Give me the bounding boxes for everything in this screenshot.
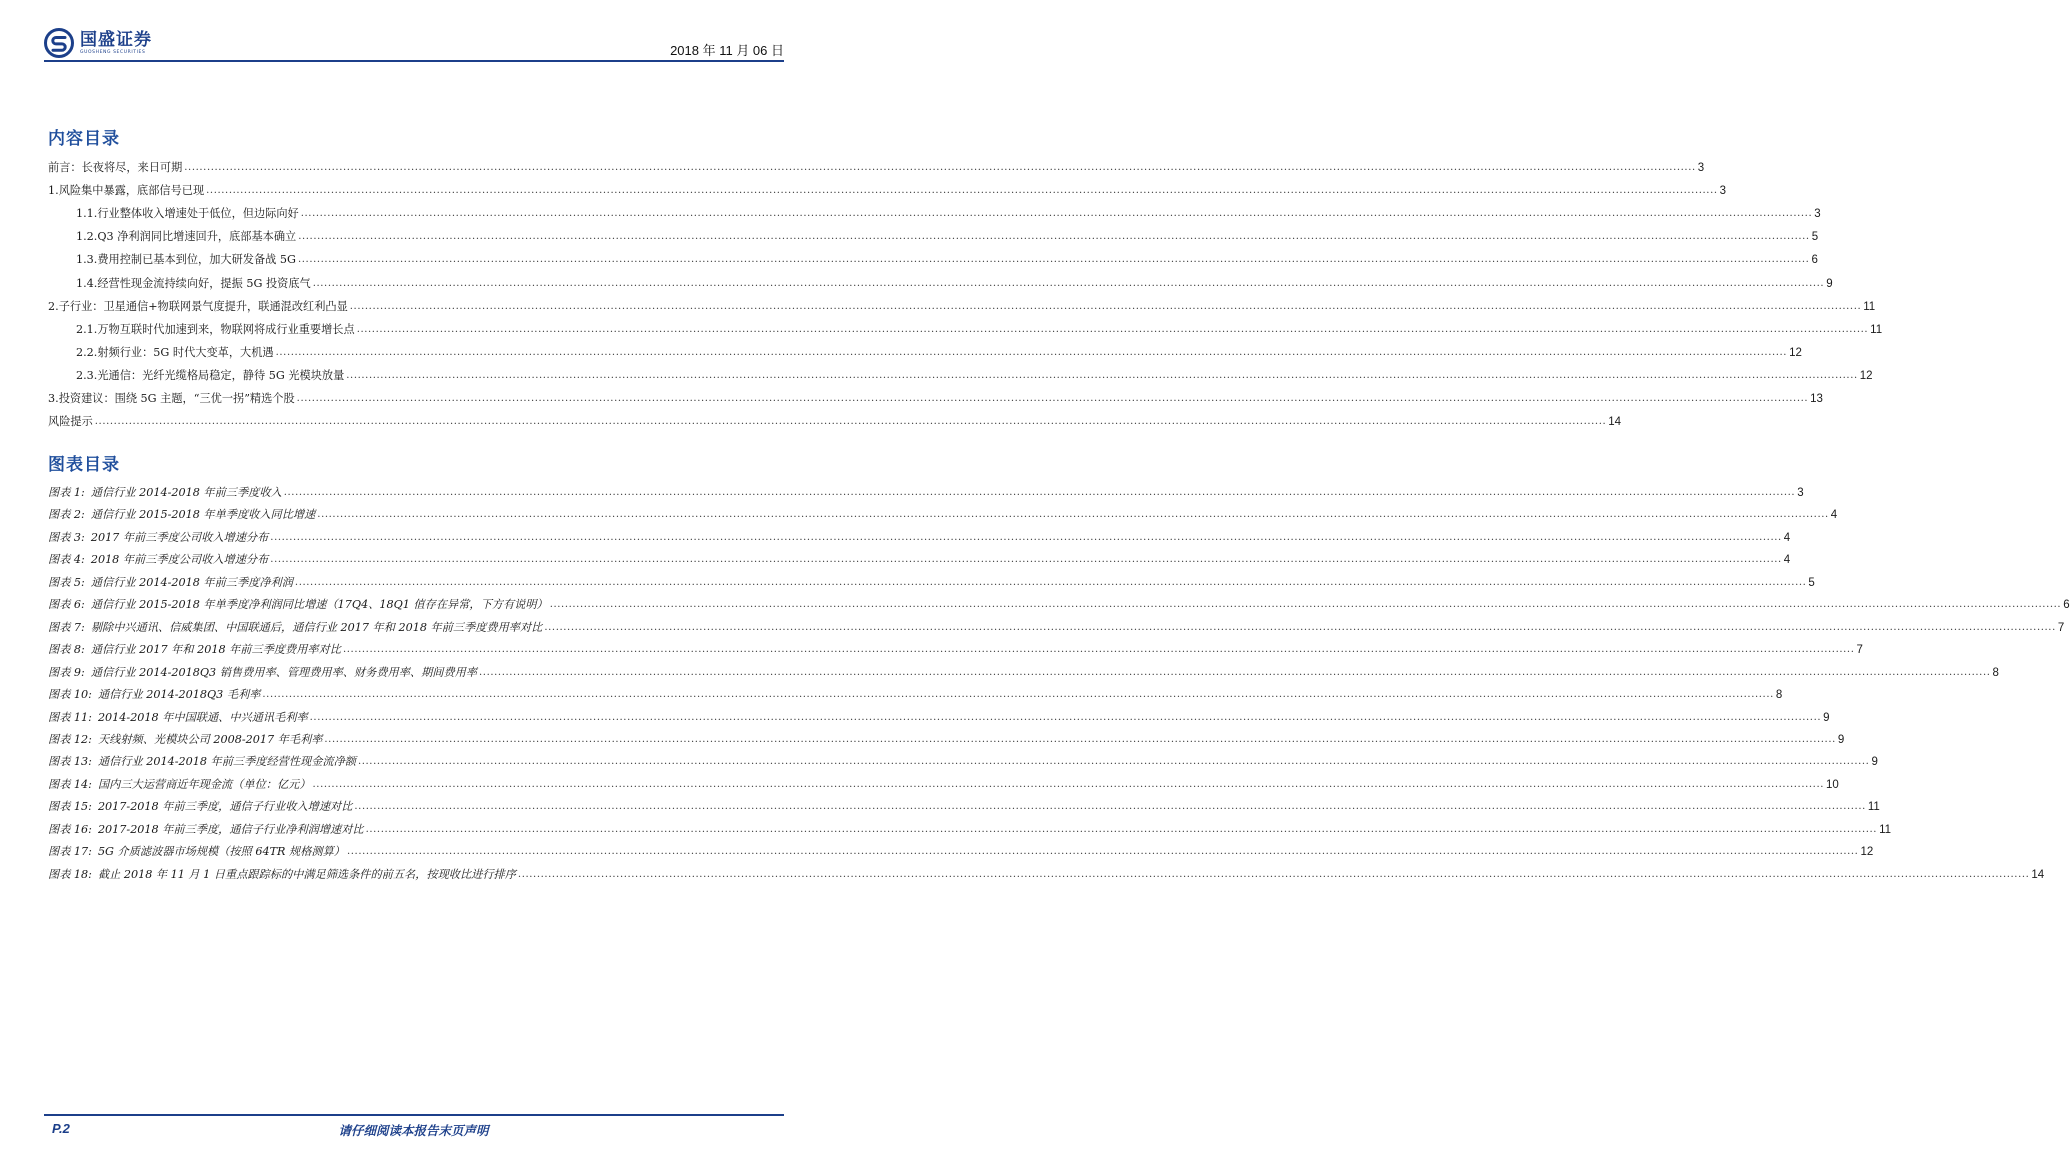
toc-entry[interactable] bbox=[48, 389, 1823, 407]
dot-leader: ................................................................................................................................................................................................................................................................................................................................................................................................................ bbox=[309, 711, 1822, 723]
figure-entry-title: 通信行业 2017 年和 2018 年前三季度费用率对比 bbox=[90, 643, 341, 657]
figure-entry[interactable] bbox=[48, 708, 1830, 726]
dot-leader: ................................................................................................................................................................................................................................................................................................................................................................................................................ bbox=[354, 801, 1866, 813]
dot-leader: ................................................................................................................................................................................................................................................................................................................................................................................................................ bbox=[275, 346, 1788, 358]
figure-entry[interactable] bbox=[48, 483, 1804, 501]
figure-entry-page: 14 bbox=[2031, 868, 2045, 881]
figure-entry-page: 12 bbox=[1860, 846, 1874, 859]
figure-entry-title: 通信行业 2014-2018Q3 销售费用率、管理费用率、财务费用率、期间费用率 bbox=[90, 665, 478, 679]
toc-entry-number: 2. bbox=[48, 299, 59, 313]
toc-entry[interactable] bbox=[48, 181, 1727, 199]
toc-entry-title: 行业整体收入增速处于低位，但边际向好 bbox=[97, 207, 299, 221]
toc-entry[interactable] bbox=[48, 366, 1873, 384]
brand-logo bbox=[44, 26, 152, 60]
brand-name-cn: 国盛证券 bbox=[80, 30, 152, 50]
figure-entry-label: 图表 9: bbox=[48, 665, 85, 679]
figure-entry-page: 4 bbox=[1830, 509, 1838, 522]
figure-entry-label: 图表 5: bbox=[48, 575, 85, 589]
dot-leader: ................................................................................................................................................................................................................................................................................................................................................................................................................ bbox=[298, 231, 1810, 243]
figure-entry-label: 图表 14: bbox=[48, 777, 92, 791]
toc-entry-page: 11 bbox=[1863, 300, 1876, 313]
toc-entry-number: 1.4. bbox=[76, 276, 98, 290]
figure-entry-title: 通信行业 2014-2018 年前三季度经营性现金流净额 bbox=[97, 755, 356, 769]
dot-leader: ................................................................................................................................................................................................................................................................................................................................................................................................................ bbox=[356, 323, 1869, 335]
figure-entry-title: 国内三大运营商近年现金流（单位：亿元） bbox=[97, 777, 311, 791]
figure-entry[interactable] bbox=[48, 550, 1791, 568]
figure-entry-title: 通信行业 2014-2018 年前三季度净利润 bbox=[90, 575, 293, 589]
toc-entry-number: 1.2. bbox=[76, 230, 98, 244]
toc-entry-page: 9 bbox=[1826, 277, 1833, 290]
dot-leader: ................................................................................................................................................................................................................................................................................................................................................................................................................ bbox=[324, 733, 1836, 745]
figure-entry-page: 4 bbox=[1783, 554, 1791, 567]
figure-entry-label: 图表 17: bbox=[48, 845, 92, 859]
figure-entry-label: 图表 18: bbox=[48, 867, 92, 881]
toc-entry[interactable] bbox=[48, 320, 1883, 338]
figure-entry-label: 图表 15: bbox=[48, 800, 92, 814]
figure-entry-page: 3 bbox=[1797, 487, 1804, 499]
figure-entry[interactable] bbox=[48, 752, 1878, 770]
figure-entry-title: 天线射频、光模块公司 2008-2017 年毛利率 bbox=[97, 732, 323, 746]
toc-entry[interactable] bbox=[48, 250, 1818, 268]
dot-leader: ................................................................................................................................................................................................................................................................................................................................................................................................................ bbox=[346, 846, 1859, 858]
toc-entry-number: 2.2. bbox=[76, 345, 98, 359]
dot-leader: ................................................................................................................................................................................................................................................................................................................................................................................................................ bbox=[262, 689, 1774, 701]
toc-entry-page: 3 bbox=[1814, 208, 1821, 221]
figure-entry-title: 5G 介质滤波器市场规模（按照 64TR 规格测算） bbox=[97, 845, 345, 859]
toc-entry[interactable] bbox=[48, 204, 1821, 222]
dot-leader: ................................................................................................................................................................................................................................................................................................................................................................................................................ bbox=[312, 277, 1825, 289]
figure-entry-page: 9 bbox=[1871, 756, 1878, 769]
figure-entry[interactable] bbox=[48, 528, 1791, 546]
toc-entry-page: 14 bbox=[1608, 416, 1622, 429]
dot-leader: ................................................................................................................................................................................................................................................................................................................................................................................................................ bbox=[346, 369, 1858, 381]
figure-entry-label: 图表 11: bbox=[48, 710, 92, 724]
toc-entry-title: 前言：长夜将尽，来日可期 bbox=[48, 161, 183, 174]
dot-leader: ................................................................................................................................................................................................................................................................................................................................................................................................................ bbox=[300, 208, 1813, 220]
figure-entry-title: 通信行业 2015-2018 年单季度收入同比增速 bbox=[90, 508, 316, 522]
figure-entry[interactable] bbox=[48, 842, 1874, 860]
page-number: P.2 bbox=[52, 1121, 70, 1136]
toc-entry-title: Q3 净利润同比增速回升，底部基本确立 bbox=[97, 230, 297, 244]
toc-entry-title: 经营性现金流持续向好，提振 5G 投资底气 bbox=[97, 276, 311, 290]
figure-entry-label: 图表 10: bbox=[48, 688, 92, 702]
toc-entry-page: 3 bbox=[1719, 185, 1727, 198]
figure-entry-title: 通信行业 2014-2018 年前三季度收入 bbox=[90, 486, 282, 499]
toc-entry-page: 13 bbox=[1810, 393, 1823, 405]
figure-entry-page: 8 bbox=[1775, 689, 1783, 702]
brand-name-en: GUOSHENG SECURITIES bbox=[80, 50, 146, 55]
dot-leader: ................................................................................................................................................................................................................................................................................................................................................................................................................ bbox=[283, 487, 1796, 498]
toc-entry[interactable] bbox=[48, 227, 1819, 245]
figure-entry-page: 10 bbox=[1826, 778, 1839, 791]
toc-entry-number: 1.3. bbox=[76, 253, 98, 267]
toc-entry[interactable] bbox=[48, 297, 1876, 315]
toc-entry-page: 11 bbox=[1870, 323, 1883, 336]
dot-leader: ................................................................................................................................................................................................................................................................................................................................................................................................................ bbox=[317, 509, 1829, 521]
dot-leader: ................................................................................................................................................................................................................................................................................................................................................................................................................ bbox=[294, 576, 1807, 588]
brand-logo-icon bbox=[44, 28, 74, 58]
figure-entry-page: 9 bbox=[1823, 711, 1830, 724]
toc-entry-title: 费用控制已基本到位，加大研发备战 5G bbox=[97, 253, 296, 267]
dot-leader: ................................................................................................................................................................................................................................................................................................................................................................................................................ bbox=[297, 254, 1810, 266]
toc-entry-page: 6 bbox=[1811, 254, 1818, 267]
figure-entry-label: 图表 4: bbox=[48, 553, 85, 567]
figure-entry[interactable] bbox=[48, 775, 1839, 793]
toc-entry-title: 射频行业：5G 时代大变革，大机遇 bbox=[97, 345, 274, 359]
toc-entry[interactable] bbox=[48, 412, 1622, 430]
figure-entry[interactable] bbox=[48, 797, 1880, 815]
figure-entry-page: 11 bbox=[1867, 801, 1880, 814]
figure-entry-label: 图表 13: bbox=[48, 755, 92, 769]
figure-entry-label: 图表 12: bbox=[48, 732, 92, 746]
toc-entry[interactable] bbox=[48, 343, 1802, 361]
dot-leader: ................................................................................................................................................................................................................................................................................................................................................................................................................ bbox=[312, 778, 1824, 790]
toc-entry-title: 风险集中暴露，底部信号已现 bbox=[58, 184, 205, 198]
toc-title: 内容目录 bbox=[48, 129, 120, 149]
footer-divider bbox=[44, 1114, 784, 1116]
toc-entry-title: 光通信：光纤光缆格局稳定，静待 5G 光模块放量 bbox=[97, 368, 345, 382]
toc-entry-title: 万物互联时代加速到来，物联网将成行业重要增长点 bbox=[97, 322, 355, 336]
header-divider bbox=[44, 60, 784, 62]
figure-entry-label: 图表 6: bbox=[48, 598, 85, 612]
dot-leader: ................................................................................................................................................................................................................................................................................................................................................................................................................ bbox=[206, 185, 1718, 197]
figure-entry[interactable] bbox=[48, 640, 1863, 658]
report-date: 2018 年 11 月 06 日 bbox=[670, 43, 784, 58]
figure-entry[interactable] bbox=[48, 618, 2065, 636]
toc-entry-number: 2.1. bbox=[76, 322, 98, 336]
figure-entry[interactable] bbox=[48, 820, 1892, 838]
figure-entry-page: 9 bbox=[1837, 733, 1845, 746]
figure-entry-title: 通信行业 2014-2018Q3 毛利率 bbox=[97, 688, 261, 702]
toc-entry-page: 5 bbox=[1811, 231, 1819, 244]
toc-entry-number: 1. bbox=[48, 184, 59, 198]
figure-entry-page: 7 bbox=[2057, 621, 2065, 634]
dot-leader: ................................................................................................................................................................................................................................................................................................................................................................................................................ bbox=[365, 823, 1878, 835]
figure-entry-title: 截止 2018 年 11 月 1 日重点跟踪标的中满足筛选条件的前五名，按现收比进行排序 bbox=[97, 867, 516, 881]
toc-entry-number: 1.1. bbox=[76, 207, 98, 221]
toc-entry-title: 投资建议：围绕 5G 主题，“三优一拐”精选个股 bbox=[58, 392, 295, 405]
figure-entry-title: 2017-2018 年前三季度，通信子行业净利润增速对比 bbox=[97, 822, 364, 836]
dot-leader: ................................................................................................................................................................................................................................................................................................................................................................................................................ bbox=[343, 644, 1855, 656]
toc-entry[interactable] bbox=[48, 158, 1705, 176]
figure-entry[interactable] bbox=[48, 730, 1845, 748]
figure-entry-title: 剔除中兴通讯、信威集团、中国联通后，通信行业 2017 年和 2018 年前三季度费用率对比 bbox=[90, 620, 543, 634]
dot-leader: ................................................................................................................................................................................................................................................................................................................................................................................................................ bbox=[296, 393, 1809, 404]
figure-entry-title: 通信行业 2015-2018 年单季度净利润同比增速（17Q4、18Q1 值存在异常，下方有说明） bbox=[90, 598, 548, 612]
dot-leader: ................................................................................................................................................................................................................................................................................................................................................................................................................ bbox=[549, 599, 2062, 611]
figure-entry-page: 7 bbox=[1856, 644, 1863, 657]
figure-entry-page: 8 bbox=[1992, 666, 1999, 679]
figure-entry-page: 6 bbox=[2063, 599, 2070, 612]
figure-entry[interactable] bbox=[48, 685, 1783, 703]
figure-entry-label: 图表 1: bbox=[48, 486, 85, 499]
figure-entry[interactable] bbox=[48, 573, 1815, 591]
figure-entry-label: 图表 8: bbox=[48, 643, 85, 657]
figure-entry-label: 图表 3: bbox=[48, 530, 85, 544]
dot-leader: ................................................................................................................................................................................................................................................................................................................................................................................................................ bbox=[544, 621, 2056, 633]
toc-entry-title: 风险提示 bbox=[48, 415, 93, 429]
figure-entry-page: 4 bbox=[1783, 531, 1791, 544]
page-header bbox=[44, 26, 784, 64]
figure-entry-title: 2018 年前三季度公司收入增速分布 bbox=[90, 553, 269, 567]
figure-entry-page: 11 bbox=[1879, 823, 1892, 836]
dot-leader: ................................................................................................................................................................................................................................................................................................................................................................................................................ bbox=[270, 554, 1782, 566]
figure-entry[interactable] bbox=[48, 505, 1838, 523]
figure-entry-title: 2014-2018 年中国联通、中兴通讯毛利率 bbox=[97, 710, 308, 724]
dot-leader: ................................................................................................................................................................................................................................................................................................................................................................................................................ bbox=[270, 531, 1782, 543]
dot-leader: ................................................................................................................................................................................................................................................................................................................................................................................................................ bbox=[517, 868, 2030, 880]
figure-entry-label: 图表 2: bbox=[48, 508, 85, 522]
dot-leader: ................................................................................................................................................................................................................................................................................................................................................................................................................ bbox=[184, 162, 1696, 173]
disclaimer-note: 请仔细阅读本报告末页声明 bbox=[338, 1123, 489, 1138]
toc-entry-title: 子行业：卫星通信+物联网景气度提升，联通混改红利凸显 bbox=[58, 299, 348, 313]
figure-entry-page: 5 bbox=[1808, 576, 1815, 589]
toc-entry-page: 12 bbox=[1859, 369, 1873, 382]
figure-entry[interactable] bbox=[48, 595, 2070, 613]
figure-entry[interactable] bbox=[48, 663, 1999, 681]
toc-entry-page: 3 bbox=[1697, 162, 1705, 174]
toc-entry-page: 12 bbox=[1789, 346, 1802, 359]
dot-leader: ................................................................................................................................................................................................................................................................................................................................................................................................................ bbox=[357, 756, 1870, 768]
figure-entry-title: 2017-2018 年前三季度，通信子行业收入增速对比 bbox=[97, 800, 353, 814]
dot-leader: ................................................................................................................................................................................................................................................................................................................................................................................................................ bbox=[94, 416, 1607, 428]
figure-entry[interactable] bbox=[48, 865, 2045, 883]
figure-list-title: 图表目录 bbox=[48, 455, 120, 475]
figure-entry-label: 图表 7: bbox=[48, 620, 85, 634]
toc-entry-number: 3. bbox=[48, 392, 59, 405]
toc-entry[interactable] bbox=[48, 274, 1833, 292]
toc-entry-number: 2.3. bbox=[76, 368, 98, 382]
dot-leader: ................................................................................................................................................................................................................................................................................................................................................................................................................ bbox=[479, 666, 1991, 678]
figure-entry-title: 2017 年前三季度公司收入增速分布 bbox=[90, 530, 269, 544]
dot-leader: ................................................................................................................................................................................................................................................................................................................................................................................................................ bbox=[349, 300, 1862, 312]
figure-entry-label: 图表 16: bbox=[48, 822, 92, 836]
